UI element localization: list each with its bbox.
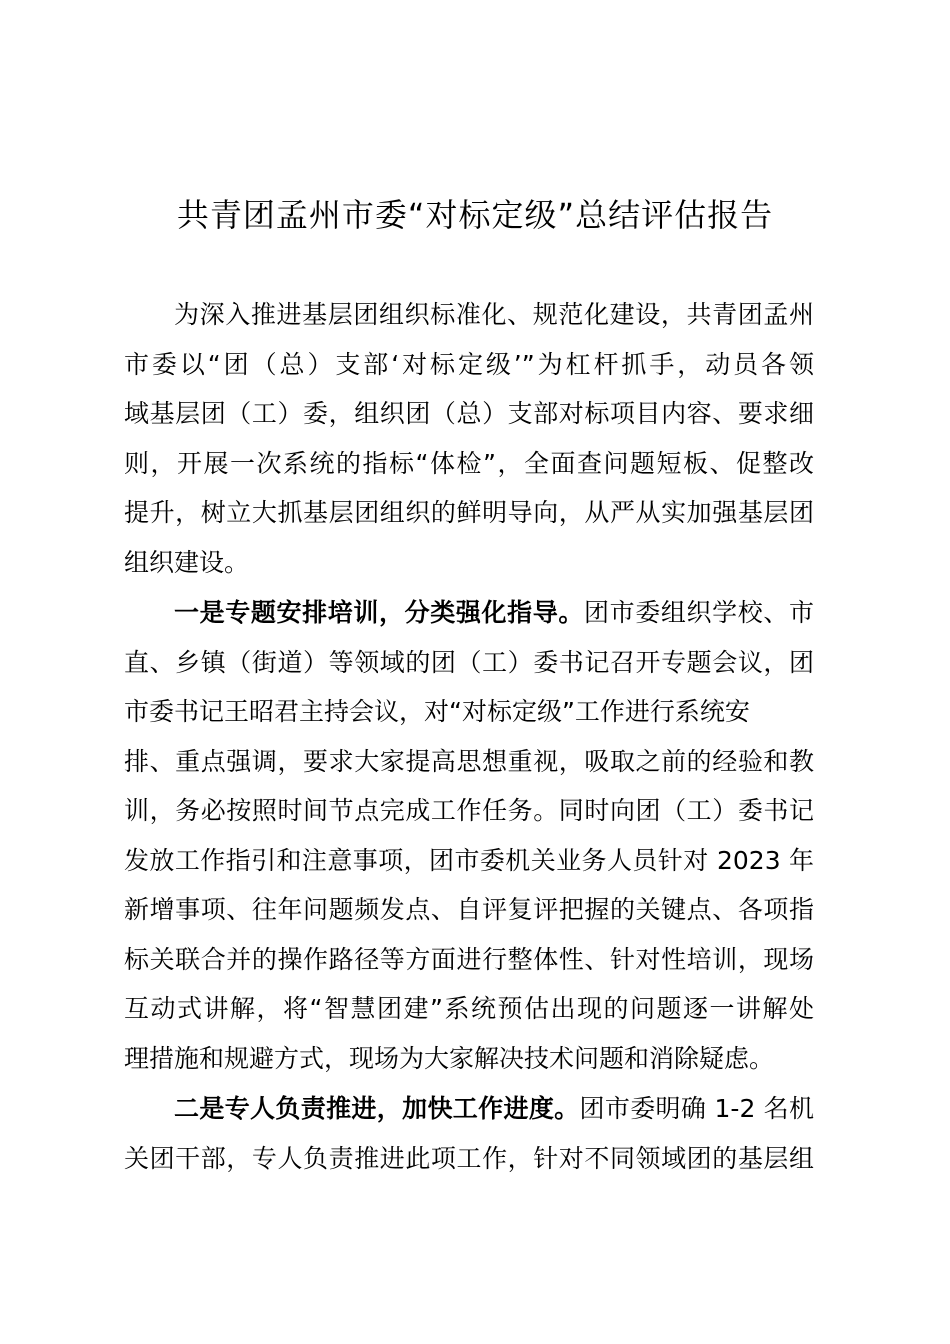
- paragraph-line: 直、乡镇（街道）等领域的团（工）委书记召开专题会议，团: [124, 647, 814, 677]
- paragraph-assignment: [124, 1084, 814, 1183]
- paragraph-line: 标关联合并的操作路径等方面进行整体性、针对性培训，现场: [124, 944, 814, 974]
- paragraph-line: 发放工作指引和注意事项，团市委机关业务人员针对 2023 年: [124, 845, 814, 875]
- paragraph-first-line: [124, 1084, 814, 1134]
- paragraph-line: 域基层团（工）委，组织团（总）支部对标项目内容、要求细: [124, 399, 814, 428]
- paragraph-first-line: [124, 588, 814, 638]
- paragraph-lead-rest: 团市委组织学校、市: [583, 598, 814, 627]
- paragraph-lead-heading: 一是专题安排培训，分类强化指导。: [174, 598, 584, 627]
- paragraph-line: 新增事项、往年问题频发点、自评复评把握的关键点、各项指: [124, 895, 814, 924]
- paragraph-lead-rest: 团市委明确 1-2 名机: [579, 1094, 814, 1123]
- paragraph-line: 互动式讲解，将“智慧团建”系统预估出现的问题逐一讲解处: [124, 994, 814, 1023]
- paragraph-line: 市委书记王昭君主持会议，对“对标定级”工作进行系统安: [124, 697, 750, 726]
- paragraph-line: 理措施和规避方式，现场为大家解决技术问题和消除疑虑。: [124, 1043, 775, 1073]
- paragraph-training: [124, 588, 814, 1083]
- paragraph-line: 提升，树立大抓基层团组织的鲜明导向，从严从实加强基层团: [124, 498, 814, 527]
- paragraph-lead-heading: 二是专人负责推进，加快工作进度。: [174, 1094, 580, 1123]
- paragraph-line: 关团干部，专人负责推进此项工作，针对不同领域团的基层组: [124, 1143, 814, 1173]
- paragraph-line: 市委以“团（总）支部‘对标定级’”为杠杆抓手，动员各领: [124, 349, 814, 379]
- paragraph-line: 训，务必按照时间节点完成工作任务。同时向团（工）委书记: [124, 796, 814, 825]
- paragraph-intro: [124, 290, 814, 587]
- paragraph-line: 排、重点强调，要求大家提高思想重视，吸取之前的经验和教: [124, 746, 814, 776]
- paragraph-line: 为深入推进基层团组织标准化、规范化建设，共青团孟州: [174, 300, 814, 329]
- paragraph-line: 则，开展一次系统的指标“体检”，全面查问题短板、促整改: [124, 448, 814, 478]
- document-title: 共青团孟州市委“对标定级”总结评估报告: [176, 196, 774, 234]
- paragraph-line: 组织建设。: [124, 547, 250, 577]
